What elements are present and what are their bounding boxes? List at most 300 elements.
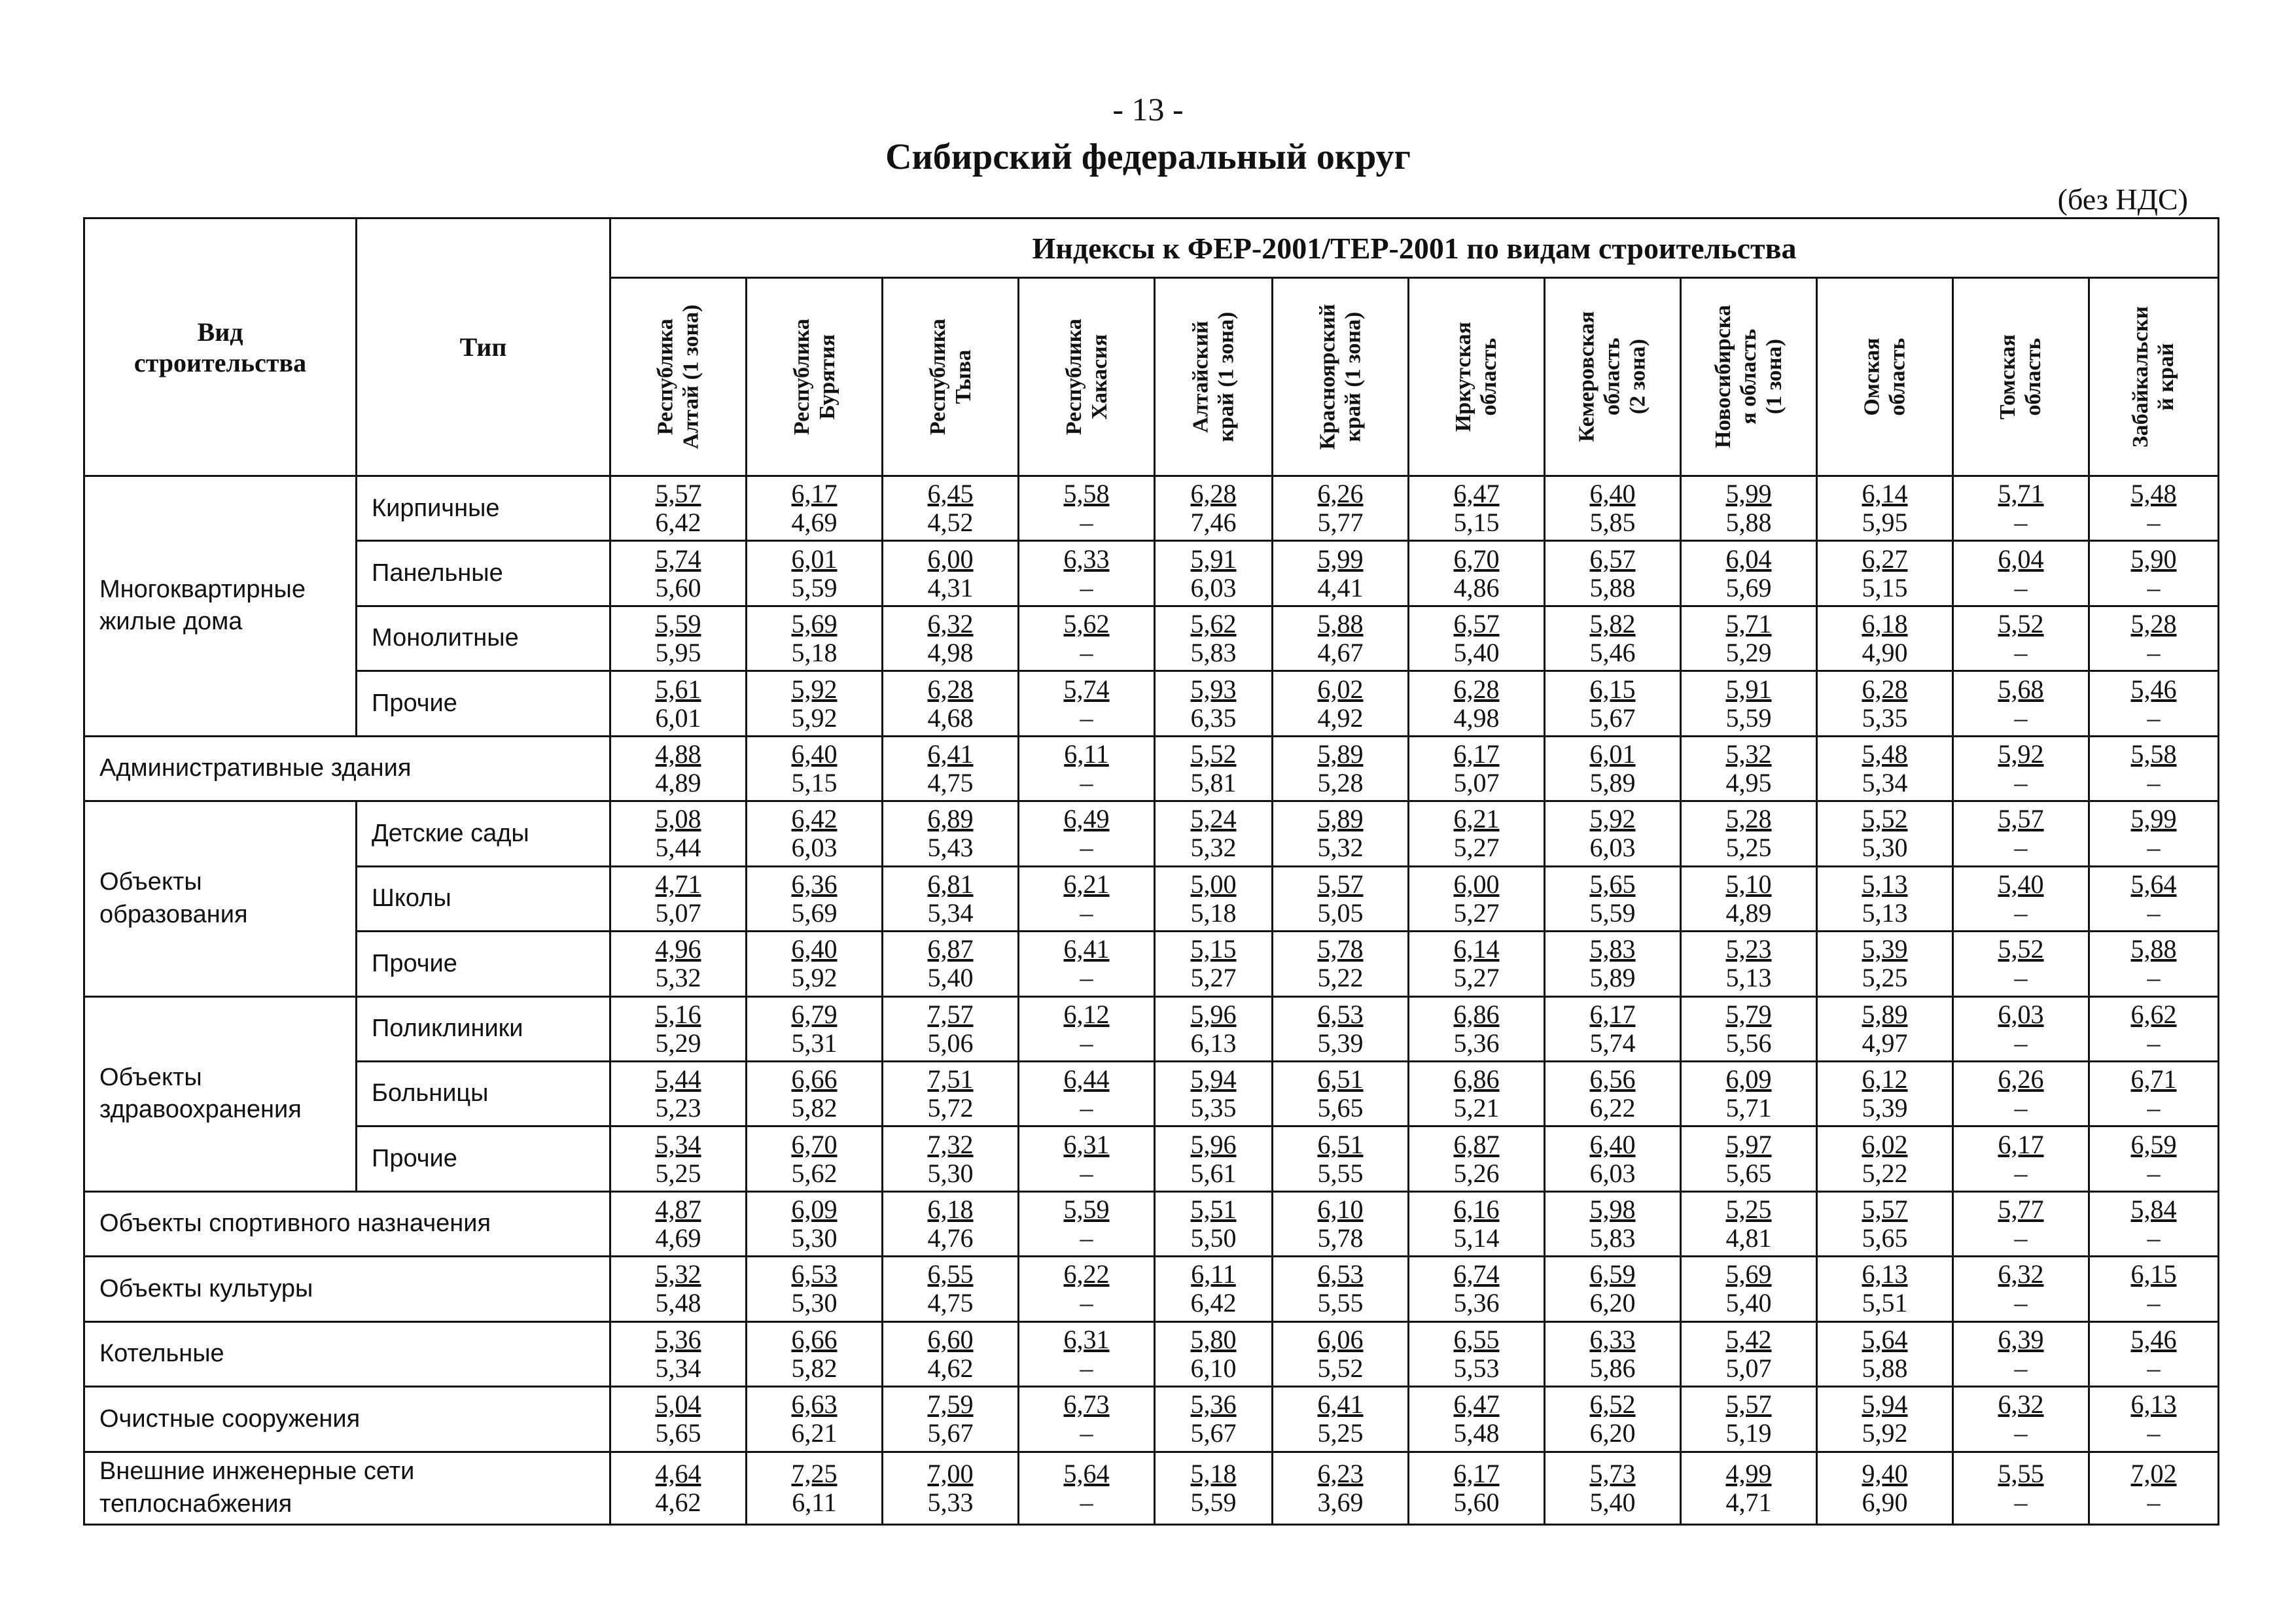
index-value-upper: 5,89 [1862, 999, 1908, 1029]
index-cell [883, 476, 1019, 541]
index-value-upper: 6,28 [1862, 674, 1908, 704]
index-cell [1019, 736, 1155, 801]
index-value-lower: 5,86 [1589, 1353, 1636, 1383]
index-value-upper: 5,94 [1862, 1389, 1908, 1420]
index-value-upper: 5,16 [655, 999, 701, 1029]
index-value-lower: 4,89 [1725, 898, 1772, 928]
index-value-lower: 5,92 [791, 963, 838, 993]
index-value-upper: 6,55 [927, 1259, 974, 1289]
index-value-upper: 6,28 [927, 674, 974, 704]
index-cell [1409, 932, 1545, 996]
index-value-lower: – [1080, 833, 1093, 863]
index-cell [2089, 1061, 2219, 1126]
index-value-upper: 6,55 [1453, 1324, 1500, 1354]
index-cell [1545, 1191, 1681, 1256]
index-value-lower: 6,20 [1589, 1288, 1636, 1318]
index-value-lower: – [2147, 1487, 2161, 1517]
index-cell [1019, 1452, 1155, 1524]
index-value-upper: 6,27 [1862, 544, 1908, 574]
index-value-upper: 5,13 [1862, 869, 1908, 899]
index-cell [1409, 476, 1545, 541]
index-cell [883, 1191, 1019, 1256]
index-value-upper: 5,48 [1862, 739, 1908, 769]
index-cell [1155, 1257, 1273, 1321]
index-value-upper: 5,69 [1725, 1259, 1772, 1289]
index-value-upper: 5,36 [655, 1324, 701, 1354]
index-value-lower: 6,20 [1589, 1418, 1636, 1448]
index-value-lower: 5,34 [655, 1353, 701, 1383]
index-cell [1681, 1452, 1817, 1524]
index-cell [610, 1321, 747, 1386]
index-value-lower: 5,83 [1190, 638, 1237, 668]
index-value-upper: 5,59 [1063, 1195, 1110, 1225]
index-value-upper: 6,57 [1589, 544, 1636, 574]
index-value-lower: – [2147, 1223, 2161, 1253]
index-value-lower: 5,36 [1453, 1288, 1500, 1318]
index-value-lower: – [2014, 1353, 2028, 1383]
index-cell [1953, 671, 2089, 736]
index-value-lower: 5,30 [791, 1288, 838, 1318]
index-value-upper: 6,06 [1317, 1324, 1364, 1354]
index-value-upper: 6,26 [1317, 479, 1364, 509]
index-cell [610, 606, 747, 671]
index-value-upper: 6,49 [1063, 804, 1110, 834]
index-value-lower: – [2147, 1353, 2161, 1383]
index-value-upper: 5,91 [1190, 544, 1237, 574]
index-value-upper: 5,46 [2130, 1324, 2177, 1354]
index-value-lower: – [2014, 572, 2028, 602]
index-value-lower: 4,31 [927, 572, 974, 602]
index-cell [1681, 1257, 1817, 1321]
index-cell [883, 801, 1019, 866]
index-cell [747, 996, 883, 1061]
index-cell [1273, 1452, 1409, 1524]
index-cell [883, 1452, 1019, 1524]
index-value-upper: 5,69 [791, 609, 838, 639]
index-value-upper: 6,39 [1998, 1324, 2044, 1354]
index-cell [1019, 801, 1155, 866]
index-value-upper: 5,64 [2130, 869, 2177, 899]
index-value-upper: 5,55 [1998, 1458, 2044, 1488]
index-value-lower: 5,88 [1862, 1353, 1908, 1383]
index-value-lower: – [2014, 638, 2028, 668]
index-cell [1817, 1126, 1953, 1191]
index-value-lower: 5,27 [1190, 963, 1237, 993]
index-value-lower: 3,69 [1317, 1487, 1364, 1517]
index-value-upper: 6,36 [791, 869, 838, 899]
index-value-upper: 6,53 [1317, 1259, 1364, 1289]
index-value-upper: 6,31 [1063, 1129, 1110, 1159]
index-cell [2089, 541, 2219, 606]
index-cell [610, 671, 747, 736]
index-cell [1155, 1061, 1273, 1126]
type-cell: Школы [357, 866, 610, 931]
index-cell [1681, 996, 1817, 1061]
index-value-upper: 5,65 [1589, 869, 1636, 899]
index-cell [1545, 801, 1681, 866]
index-value-upper: 5,88 [1317, 609, 1364, 639]
index-value-lower: – [1080, 572, 1093, 602]
index-value-upper: 5,57 [655, 479, 701, 509]
index-value-upper: 6,45 [927, 479, 974, 509]
index-cell [1681, 606, 1817, 671]
index-cell [2089, 932, 2219, 996]
index-cell [1409, 1061, 1545, 1126]
index-value-upper: 5,90 [2130, 544, 2177, 574]
index-value-upper: 6,12 [1862, 1064, 1908, 1094]
index-cell [1019, 1061, 1155, 1126]
index-cell [883, 1257, 1019, 1321]
index-value-lower: 5,95 [1862, 508, 1908, 538]
index-value-upper: 5,28 [2130, 609, 2177, 639]
table-row [84, 671, 2219, 736]
table-row [84, 932, 2219, 996]
index-value-lower: – [2147, 572, 2161, 602]
index-value-upper: 6,28 [1453, 674, 1500, 704]
index-value-upper: 6,40 [1589, 1129, 1636, 1159]
index-cell [1953, 1452, 2089, 1524]
index-value-lower: 5,40 [1453, 638, 1500, 668]
index-value-lower: 5,30 [1862, 833, 1908, 863]
index-value-lower: 5,39 [1862, 1093, 1908, 1123]
index-value-upper: 6,22 [1063, 1259, 1110, 1289]
index-cell [2089, 1321, 2219, 1386]
index-value-upper: 6,16 [1453, 1195, 1500, 1225]
index-value-lower: 5,07 [655, 898, 701, 928]
index-value-lower: 5,35 [1190, 1093, 1237, 1123]
index-value-upper: 6,53 [791, 1259, 838, 1289]
index-cell [1545, 1061, 1681, 1126]
index-value-upper: 5,88 [2130, 934, 2177, 964]
region-header-2 [747, 278, 883, 476]
index-value-lower: 5,89 [1589, 767, 1636, 797]
index-value-upper: 6,13 [2130, 1389, 2177, 1420]
index-cell [1273, 606, 1409, 671]
index-value-lower: 6,22 [1589, 1093, 1636, 1123]
index-value-lower: 5,53 [1453, 1353, 1500, 1383]
region-header-7 [1409, 278, 1545, 476]
index-value-lower: – [1080, 508, 1093, 538]
region-header-8 [1545, 278, 1681, 476]
index-cell [610, 932, 747, 996]
index-cell [1545, 671, 1681, 736]
index-value-upper: 6,21 [1063, 869, 1110, 899]
index-cell [1817, 1191, 1953, 1256]
index-value-lower: 7,46 [1190, 508, 1237, 538]
index-cell [610, 541, 747, 606]
index-value-upper: 5,04 [655, 1389, 701, 1420]
index-cell [1817, 1257, 1953, 1321]
table-row [84, 1387, 2219, 1452]
index-value-upper: 5,00 [1190, 869, 1237, 899]
index-cell [1681, 1321, 1817, 1386]
index-cell [883, 541, 1019, 606]
index-cell [747, 1321, 883, 1386]
index-value-lower: 5,74 [1589, 1028, 1636, 1058]
index-value-upper: 5,52 [1998, 609, 2044, 639]
index-value-upper: 5,36 [1190, 1389, 1237, 1420]
index-cell [1817, 476, 1953, 541]
index-cell [883, 736, 1019, 801]
type-cell: Кирпичные [357, 476, 610, 541]
index-value-upper: 5,24 [1190, 804, 1237, 834]
header-type: Тип [357, 218, 610, 476]
index-value-lower: – [1080, 1223, 1093, 1253]
index-value-lower: 4,67 [1317, 638, 1364, 668]
index-value-upper: 5,99 [2130, 804, 2177, 834]
index-value-lower: 5,32 [1317, 833, 1364, 863]
index-value-upper: 5,39 [1862, 934, 1908, 964]
index-cell [747, 932, 883, 996]
index-value-upper: 6,40 [791, 934, 838, 964]
index-value-lower: 5,88 [1725, 508, 1772, 538]
index-cell [1953, 1061, 2089, 1126]
category-cell: Очистные сооружения [84, 1387, 610, 1452]
index-value-upper: 4,88 [655, 739, 701, 769]
index-value-lower: 5,88 [1589, 572, 1636, 602]
index-value-upper: 6,56 [1589, 1064, 1636, 1094]
index-cell [1155, 932, 1273, 996]
index-cell [1155, 736, 1273, 801]
index-cell [610, 801, 747, 866]
index-value-lower: 5,43 [927, 833, 974, 863]
index-value-upper: 5,74 [655, 544, 701, 574]
page-number: - 13 - [1112, 91, 1184, 128]
index-value-lower: 4,71 [1725, 1487, 1772, 1517]
index-value-lower: 5,44 [655, 833, 701, 863]
index-value-lower: 4,69 [655, 1223, 701, 1253]
table-row [84, 996, 2219, 1061]
type-cell: Больницы [357, 1061, 610, 1126]
index-cell [1681, 932, 1817, 996]
index-value-upper: 6,31 [1063, 1324, 1110, 1354]
index-cell [1273, 1387, 1409, 1452]
index-value-lower: 5,34 [927, 898, 974, 928]
type-cell: Прочие [357, 671, 610, 736]
index-value-lower: – [1080, 1353, 1093, 1383]
region-label: Красноярский край (1 зона) [1315, 304, 1366, 450]
index-value-upper: 6,51 [1317, 1064, 1364, 1094]
category-cell: Многоквартирные жилые дома [84, 476, 357, 737]
index-cell [1019, 606, 1155, 671]
index-cell [1019, 1321, 1155, 1386]
index-value-upper: 6,04 [1998, 544, 2044, 574]
index-cell [1273, 1257, 1409, 1321]
table-row [84, 1061, 2219, 1126]
index-cell [1155, 1126, 1273, 1191]
index-value-lower: – [1080, 638, 1093, 668]
index-cell [883, 606, 1019, 671]
index-cell [1019, 541, 1155, 606]
index-value-upper: 6,52 [1589, 1389, 1636, 1420]
index-value-lower: 5,65 [1317, 1093, 1364, 1123]
type-cell: Панельные [357, 541, 610, 606]
index-cell [747, 1061, 883, 1126]
index-cell [2089, 866, 2219, 931]
index-value-upper: 5,61 [655, 674, 701, 704]
index-cell [1545, 476, 1681, 541]
index-value-upper: 5,84 [2130, 1195, 2177, 1225]
index-value-upper: 6,44 [1063, 1064, 1110, 1094]
index-value-upper: 5,94 [1190, 1064, 1237, 1094]
index-value-upper: 5,92 [1998, 739, 2044, 769]
index-value-upper: 5,71 [1725, 609, 1772, 639]
index-value-lower: 4,98 [927, 638, 974, 668]
table-row [84, 1321, 2219, 1386]
index-value-lower: 5,67 [1589, 703, 1636, 733]
index-value-lower: 5,69 [791, 898, 838, 928]
index-value-upper: 6,14 [1453, 934, 1500, 964]
index-cell [747, 801, 883, 866]
index-value-lower: – [2147, 1288, 2161, 1318]
index-value-lower: 5,32 [655, 963, 701, 993]
index-value-upper: 5,64 [1063, 1458, 1110, 1488]
index-value-upper: 6,28 [1190, 479, 1237, 509]
index-value-upper: 6,79 [791, 999, 838, 1029]
category-cell: Внешние инженерные сети теплоснабжения [84, 1452, 610, 1524]
index-value-upper: 6,00 [927, 544, 974, 574]
index-value-upper: 6,01 [1589, 739, 1636, 769]
index-value-lower: 5,59 [1589, 898, 1636, 928]
index-value-lower: – [2147, 963, 2161, 993]
index-cell [1273, 671, 1409, 736]
region-header-6 [1273, 278, 1409, 476]
index-value-upper: 5,89 [1317, 804, 1364, 834]
index-value-upper: 6,74 [1453, 1259, 1500, 1289]
index-value-lower: 5,25 [655, 1158, 701, 1188]
index-cell [1409, 1257, 1545, 1321]
index-value-upper: 6,87 [927, 934, 974, 964]
index-value-lower: – [1080, 898, 1093, 928]
index-value-upper: 6,32 [1998, 1259, 2044, 1289]
index-value-lower: – [2014, 1418, 2028, 1448]
index-value-upper: 9,40 [1862, 1458, 1908, 1488]
index-value-upper: 6,60 [927, 1324, 974, 1354]
index-cell [1019, 671, 1155, 736]
index-cell [1409, 1387, 1545, 1452]
index-value-upper: 6,41 [927, 739, 974, 769]
index-value-lower: 4,81 [1725, 1223, 1772, 1253]
index-cell [610, 1387, 747, 1452]
index-cell [610, 866, 747, 931]
index-value-upper: 6,40 [1589, 479, 1636, 509]
index-cell [1273, 1321, 1409, 1386]
region-label: Алтайский край (1 зона) [1188, 311, 1239, 442]
index-cell [1817, 801, 1953, 866]
index-value-upper: 6,04 [1725, 544, 1772, 574]
index-cell [610, 1257, 747, 1321]
index-value-lower: 5,31 [791, 1028, 838, 1058]
index-cell [1953, 1321, 2089, 1386]
index-value-upper: 5,62 [1063, 609, 1110, 639]
index-value-upper: 6,17 [1453, 1458, 1500, 1488]
index-value-lower: – [2147, 833, 2161, 863]
index-value-upper: 7,02 [2130, 1458, 2177, 1488]
index-cell [2089, 1452, 2219, 1524]
index-cell [610, 736, 747, 801]
index-value-lower: 5,51 [1862, 1288, 1908, 1318]
index-value-lower: 5,81 [1190, 767, 1237, 797]
index-value-upper: 6,02 [1862, 1129, 1908, 1159]
index-value-lower: 5,56 [1725, 1028, 1772, 1058]
index-value-upper: 4,64 [655, 1458, 701, 1488]
index-cell [1273, 476, 1409, 541]
index-value-upper: 5,58 [1063, 479, 1110, 509]
index-value-lower: 5,25 [1862, 963, 1908, 993]
index-cell [1155, 541, 1273, 606]
region-label: Республика Тыва [925, 319, 976, 435]
index-value-upper: 5,48 [2130, 479, 2177, 509]
index-cell [1545, 736, 1681, 801]
index-value-upper: 6,59 [2130, 1129, 2177, 1159]
index-value-lower: – [2014, 1223, 2028, 1253]
index-value-upper: 6,11 [1064, 739, 1109, 769]
index-value-lower: – [2147, 767, 2161, 797]
index-value-lower: 5,22 [1862, 1158, 1908, 1188]
index-value-lower: 5,61 [1190, 1158, 1237, 1188]
index-cell [1681, 866, 1817, 931]
index-cell [1155, 1321, 1273, 1386]
index-value-upper: 5,08 [655, 804, 701, 834]
index-value-lower: 5,15 [1453, 508, 1500, 538]
index-value-upper: 6,17 [1453, 739, 1500, 769]
index-cell [1953, 1191, 2089, 1256]
index-value-lower: 5,40 [927, 963, 974, 993]
index-value-lower: 5,28 [1317, 767, 1364, 797]
index-value-upper: 6,17 [1589, 999, 1636, 1029]
index-value-upper: 5,57 [1317, 869, 1364, 899]
index-value-upper: 6,87 [1453, 1129, 1500, 1159]
index-value-upper: 5,51 [1190, 1195, 1237, 1225]
category-cell: Объекты образования [84, 801, 357, 996]
index-value-upper: 6,47 [1453, 479, 1500, 509]
region-label: Забайкальски й край [2128, 305, 2179, 448]
index-value-upper: 5,52 [1862, 804, 1908, 834]
index-cell [610, 996, 747, 1061]
index-value-lower: 6,11 [792, 1487, 837, 1517]
index-cell [1545, 1452, 1681, 1524]
index-value-upper: 6,41 [1317, 1389, 1364, 1420]
index-value-lower: 5,59 [1725, 703, 1772, 733]
index-value-lower: 5,18 [1190, 898, 1237, 928]
index-value-upper: 4,87 [655, 1195, 701, 1225]
index-value-upper: 6,15 [1589, 674, 1636, 704]
index-value-lower: – [2147, 1418, 2161, 1448]
index-value-lower: 5,55 [1317, 1288, 1364, 1318]
index-value-upper: 5,78 [1317, 934, 1364, 964]
index-value-lower: 5,67 [927, 1418, 974, 1448]
index-cell [2089, 801, 2219, 866]
index-value-upper: 6,01 [791, 544, 838, 574]
index-cell [1155, 1191, 1273, 1256]
index-value-lower: – [2147, 703, 2161, 733]
index-value-lower: 4,52 [927, 508, 974, 538]
index-cell [1409, 736, 1545, 801]
index-value-lower: 6,03 [1589, 833, 1636, 863]
region-header-10 [1817, 278, 1953, 476]
index-value-lower: – [1080, 1158, 1093, 1188]
index-cell [1953, 1126, 2089, 1191]
index-cell [610, 1191, 747, 1256]
index-value-lower: – [2014, 1028, 2028, 1058]
index-cell [1953, 1387, 2089, 1452]
index-value-upper: 7,25 [791, 1458, 838, 1488]
index-value-lower: 4,62 [655, 1487, 701, 1517]
index-value-lower: – [2014, 963, 2028, 993]
region-label: Республика Алтай (1 зона) [653, 304, 703, 449]
index-value-lower: 5,67 [1190, 1418, 1237, 1448]
index-value-lower: – [2014, 1158, 2028, 1188]
